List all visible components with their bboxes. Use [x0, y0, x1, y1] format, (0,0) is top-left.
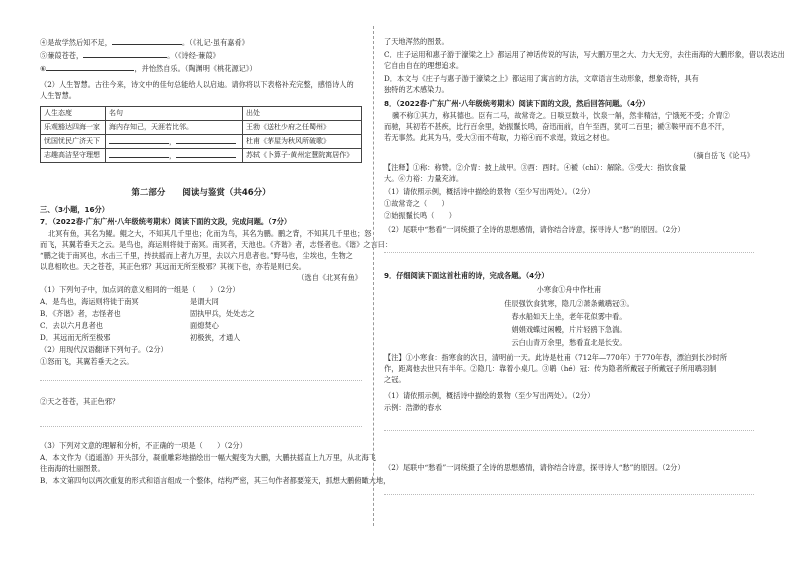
- sub-question: （1）下列句子中，加点词的意义相同的一组是（ ）（2分）: [40, 285, 240, 294]
- passage-line: “鹏之徙于南冥也，水击三千里，抟扶摇而上者九万里，去以六月息者也。”野马也，尘埃也，生物之: [40, 251, 353, 260]
- answer-blank[interactable]: [112, 36, 182, 45]
- passage-line: 骥不称①其力，称其德也。臣有二马，故常奇之。日啖豆数斗，饮泉一斛，然非精洁，宁饿死不受；介胄②: [392, 111, 730, 120]
- sub-question: （2）尾联中“愁看”一词统摄了全诗的思想感情，请你结合诗意，探寻诗人“愁”的原因。（2分）: [384, 463, 685, 472]
- life-wisdom-table: [40, 106, 362, 163]
- answer-line[interactable]: [384, 430, 754, 431]
- answer-line[interactable]: [384, 252, 754, 253]
- passage-source: （选自《北冥有鱼》: [297, 273, 362, 282]
- example-text: 示例：浩渺的春水: [384, 403, 442, 412]
- choice-d[interactable]: D．其远而无所至极邪: [40, 333, 111, 342]
- notes-line: 【注释】①称：称赞。②介胄：披上战甲。③酉：酉时。④褫（chǐ）：解除。⑤受大：指饮食量: [384, 163, 687, 172]
- poem-line: 云白山青万余里，愁看直北是长安。: [511, 338, 627, 347]
- notes-line: 大。⑥力裕：力量充沛。: [384, 174, 464, 183]
- answer-cell[interactable]: ，: [106, 149, 243, 163]
- choice-b-pair: 固执甲兵，处处志之: [190, 309, 255, 318]
- choice-b[interactable]: B．本文第四句以两次重复的形式和语言组成一个整体，结构严密，其三句作者都要笼天，抓想大鹏俯瞰大地，: [40, 476, 391, 485]
- poem-title: 小寒食①舟中作杜甫: [536, 285, 602, 294]
- choice-c-cont: 它自由自在的理想追求。: [384, 61, 464, 70]
- question-heading: 9．仔细阅读下面这首杜甫的诗，完成各题。（4分）: [384, 271, 549, 280]
- passage-line: 以息相吹也。天之苍苍，其正色邪？其远而无所至极邪？其视下也，亦若是则已矣。: [40, 262, 306, 271]
- fill-line-6: ⑥ ，并怡然自乐。（陶渊明《桃花源记》）: [40, 64, 257, 73]
- choice-d[interactable]: D．本文与《庄子与惠子游于濠梁之上》都运用了寓言的方法，文章语言生动形象，想象奇特，具有: [384, 74, 699, 83]
- passage-line: 若无事然。此其为马，受大③而不苟取，力裕④而不求逞，致远之材也。: [384, 133, 615, 142]
- translate-item: ②天之苍苍，其正色邪？: [40, 397, 120, 406]
- answer-line[interactable]: [40, 426, 362, 427]
- poem-line: 佳辰强饮食犹寒，隐几②萧条戴鹖冠③。: [504, 299, 634, 308]
- question-heading: 8．（2022春·广东广州·八年级统考期末）阅读下面的文段，然后回答问题。（4分）: [384, 99, 650, 108]
- answer-blank[interactable]: [83, 49, 167, 58]
- answer-cell[interactable]: ，: [106, 135, 243, 149]
- choice-c[interactable]: C．庄子运用和惠子游于濠梁之上》都运用了神话传说的写法，写大鹏万里之大、力大无穷，去往南海的大鹏形象，借以表达出: [384, 50, 785, 59]
- choice-c[interactable]: C．去以六月息者也: [40, 321, 104, 330]
- q2-intro-line: 人生智慧。: [40, 91, 76, 100]
- translate-item: ①怒而飞，其翼若垂天之云。: [40, 357, 134, 366]
- choice-d-pair: 初极狭，才通人: [190, 333, 241, 342]
- explain-item[interactable]: ②始振鬣长鸣（ ）: [384, 211, 456, 220]
- column-divider: [373, 26, 374, 526]
- poem-note: 之冠。: [384, 375, 406, 384]
- passage-line: 北冥有鱼，其名为鲲。鲲之大，不知其几千里也；化而为鸟，其名为鹏。鹏之背，不知其几千里也；怒: [48, 229, 372, 238]
- continued-line: 了天地浑然的图景。: [384, 37, 449, 46]
- table-row: 忧国忧民广济天下 ， 杜甫《茅屋为秋风所破歌》: [41, 135, 362, 149]
- fill-line-4: ④是故学然后知不足， 。（《礼记·虽有嘉肴》: [40, 38, 249, 47]
- poem-line: 娟娟戏蝶过闲幔，片片轻鸥下急湍。: [511, 325, 627, 334]
- choice-b[interactable]: B．《齐谐》者，志怪者也: [40, 309, 121, 318]
- choice-a-pair: 是谓大同: [190, 297, 219, 306]
- poem-note: 作，距离他去世只有半年。②隐几：靠着小桌几。③鹖（hé）冠：传为隐者所戴冠子所戴冠子所用鹖羽制: [384, 364, 717, 373]
- q2-intro-line: （2）人生智慧。古往今来，诗文中的佳句总能给人以启迪。请你将以下表格补充完整，感悟诗人的: [40, 80, 354, 89]
- explain-item[interactable]: ①故常奇之（ ）: [384, 199, 449, 208]
- poem-line: 春水船如天上坐，老年花似雾中看。: [511, 312, 627, 321]
- sub-question: （1）请依照示例，概括诗中描绘的景物（至少写出两处）。（2分）: [384, 391, 595, 400]
- part-heading: 三、（3小题，16分）: [40, 205, 109, 214]
- question-heading: 7．（2022春·广东广州·八年级统考期末）阅读下面的文段，完成问题。（7分）: [40, 217, 292, 226]
- passage-source: （摘自岳飞《论马》: [689, 151, 754, 160]
- table-header-row: 人生态度 名句 出处: [41, 107, 362, 121]
- sub-question: （1）请依照示例，概括诗中描绘的景物（至少写出两处）。（2分）: [384, 187, 595, 196]
- passage-line: 而驰，其初若不甚疾，比行百余里，始振鬣长鸣，奋迅而前，自午至酉，犹可二百里；褫③鞍甲而不息不汗，: [384, 122, 730, 131]
- table-row: 志趣高洁坚守理想 ， 苏轼《卜算子·黄州定慧院寓居作》: [41, 149, 362, 163]
- choice-c-pair: 面熄焚心: [190, 321, 219, 330]
- answer-blank[interactable]: [46, 62, 134, 71]
- fill-line-5: ⑤蒹葭苍苍， 。（《诗经·蒹葭》: [40, 51, 220, 60]
- passage-line: 而飞，其翼若垂天之云。是鸟也，海运则将徙于南冥。南冥者，天池也。《齐谐》者，志怪者也。《谐》之言曰：: [40, 240, 393, 249]
- answer-line[interactable]: [384, 494, 754, 495]
- choice-a-cont: 往南海的壮丽图景。: [40, 464, 105, 473]
- choice-a[interactable]: A．本文作为《逍遥游》开头部分，凝重雕彩地描绘出一幅大鲲变为大鹏，大鹏扶摇直上九万里，从北海飞: [40, 453, 376, 462]
- table-row: 乐观豁达四海一家 海内存知己，天涯若比邻。 王勃《送杜少府之任蜀州》: [41, 121, 362, 135]
- section-title: 第二部分 阅读与鉴赏（共46分）: [131, 188, 271, 198]
- answer-line[interactable]: [40, 380, 362, 381]
- choice-d-cont: 独特的艺术感染力。: [384, 85, 449, 94]
- choice-a[interactable]: A．是鸟也，海运则将徙于南冥: [40, 297, 139, 306]
- sub-question: （2）用现代汉语翻译下列句子。（2分）: [40, 345, 168, 354]
- poem-note: 【注】①小寒食：指寒食的次日，清明前一天。此诗是杜甫（712年—770年）于770年春，漂泊到长沙时所: [384, 353, 728, 362]
- sub-question: （3）下列对文意的理解和分析，不正确的一项是（ ）（2分）: [40, 441, 247, 450]
- sub-question: （2）尾联中“愁看”一词统摄了全诗的思想感情，请你结合诗意，探寻诗人“愁”的原因。（2分）: [384, 225, 685, 234]
